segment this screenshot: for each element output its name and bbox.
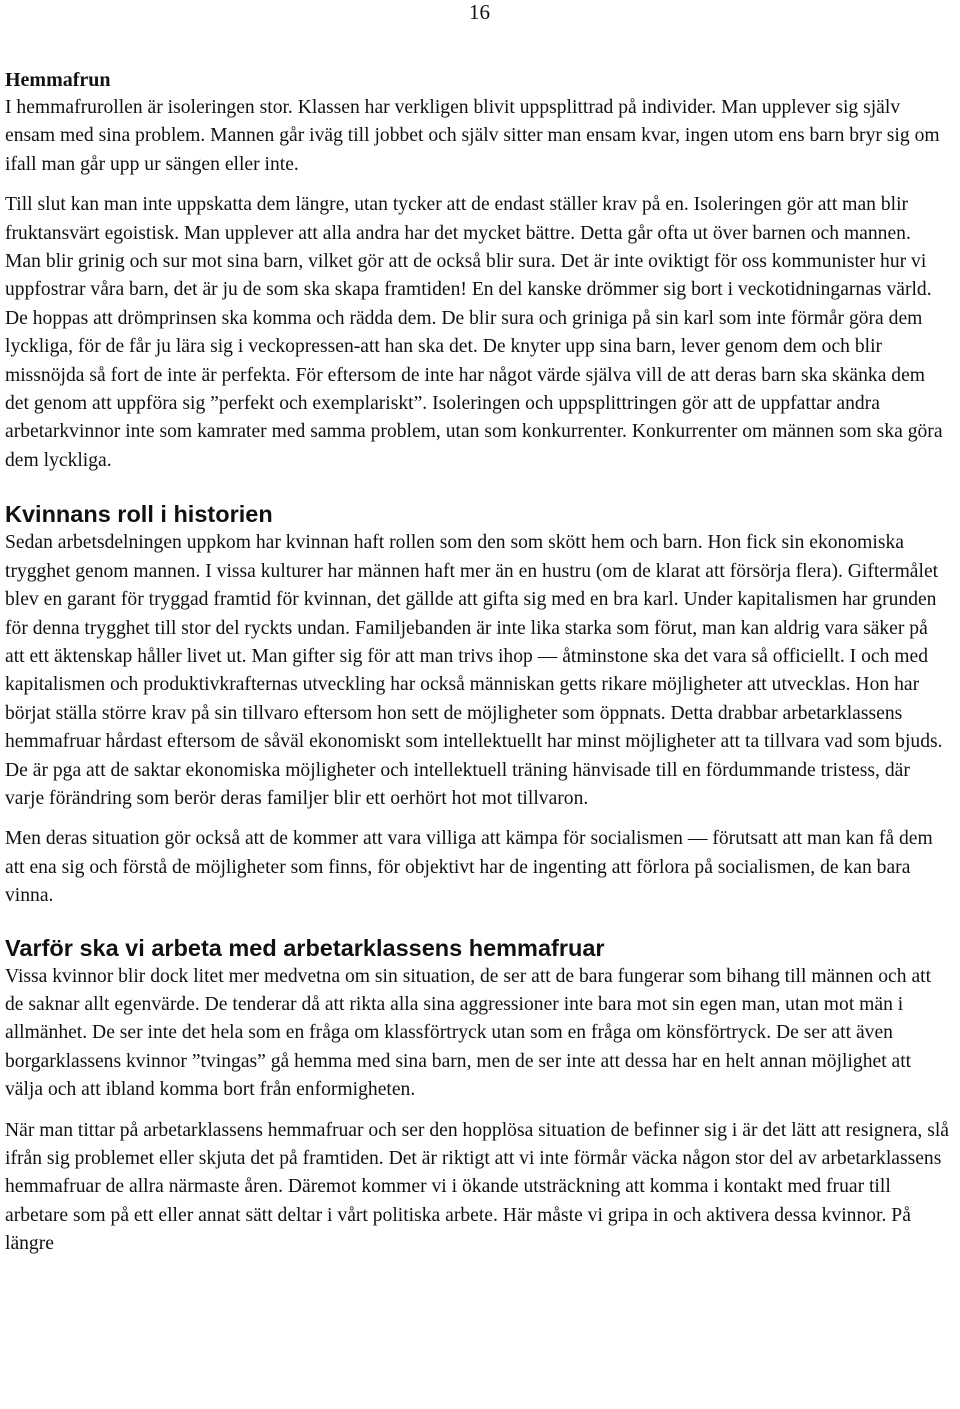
paragraph: När man tittar på arbetarklassens hemmafruar och ser den hopplösa situation de befinner sig i är det lätt att resignera, slå ifrån sig problemet eller skjuta det på framtiden. Det är riktigt att vi inte förmår väcka någon stor del av arbetarklassens hemmafruar de allra närmaste åren. Däremot kommer vi i ökande utsträckning att komma i kontakt med fruar till arbetare som på ett eller annat sätt deltar i vårt politiska arbete. Här måste vi gripa in och aktivera dessa kvinnor. På längre bbox=[5, 1119, 949, 1255]
paragraph: Vissa kvinnor blir dock litet mer medvetna om sin situation, de ser att de bara fungerar som bihang till männen och att de saknar allt egenvärde. De tenderar då att rikta alla sina aggressioner inte bara mot sin egen man, utan mot män i allmänhet. De ser inte det hela som en fråga om klassförtryck utan som en fråga om könsförtryck. De ser att även borgarklassens kvinnor ”tvingas” gå hemma med sina barn, men de ser inte att dessa har en helt annan möjlighet att välja och att ibland komma bort från enformigheten. bbox=[5, 965, 932, 1101]
section-hemmafrun bbox=[5, 66, 950, 475]
section-kvinnans-roll bbox=[5, 499, 950, 910]
paragraph: I hemmafrurollen är isoleringen stor. Klassen har verkligen blivit uppsplittrad på individer. Man upplever sig själv ensam med sina problem. Mannen går iväg till jobbet och själv sitter man ensam kvar, ingen utom ens barn bryr sig om ifall man går upp ur sängen eller inte. bbox=[5, 97, 940, 175]
paragraph: Men deras situation gör också att de kommer att vara villiga att kämpa för socialismen — förutsatt att man kan få dem att ena sig och förstå de möjligheter som finns, för objektivt har de ingenting att förlora på socialismen, de kan bara vinna. bbox=[5, 828, 933, 907]
section-heading: Varför ska vi arbeta med arbetarklassens hemmafruar bbox=[5, 934, 605, 961]
paragraph: Sedan arbetsdelningen uppkom har kvinnan haft rollen som den som skött hem och barn. Hon fick sin ekonomiska trygghet genom mannen. I vissa kulturer har männen haft mer än en hustru (om de klarat att försörja flera). Giftermålet blev en garant för tryggad framtid för kvinnan, det gällde att gifta sig med en bra karl. Under kapitalismen har grunden för denna trygghet till stor del ryckts undan. Familjebanden är inte lika starka som förut, man kan aldrig vara säker på att ett äktenskap håller livet ut. Man gifter sig för att man trivs ihop — åtminstone ska det vara så officiellt. I och med kapitalismen och produktivkrafternas utveckling har också människan getts rikare möjligheter att utvecklas. Hon har börjat ställa större krav på sin tillvaro eftersom hon sett de möjligheter som öppnats. Detta drabbar arbetarklassens hemmafruar hårdast eftersom de såväl ekonomiskt som intellektuellt har minst möjligheter att ta tillvara vad som bjuds. De är pga att de saktar ekonomiska möjligheter och intellektuell träning hänvisade till en fördummande tristess, där varje förändring som berör deras familjer blir ett oerhört hot mot tillvaron. bbox=[5, 532, 943, 809]
page-number: 16 bbox=[469, 0, 490, 24]
paragraph: Till slut kan man inte uppskatta dem längre, utan tycker att de endast ställer krav på en. Isoleringen gör att man blir fruktansvärt egoistisk. Man upplever att alla andra har det mycket bättre. Detta går ofta ut över barnen och mannen. Man blir grinig och sur mot sina barn, vilket gör att de också blir sura. Det är inte oviktigt för oss kommunister hur vi uppfostrar våra barn, det är ju de som ska skapa framtiden! En del kanske drömmer sig bort i veckotidningarnas värld. De hoppas att drömprinsen ska komma och rädda dem. De blir sura och griniga på sin karl som inte förmår göra dem lyckliga, för de får ju lära sig i veckopressen-att han ska det. De knyter upp sina barn, lever genom dem och blir missnöjda så fort de inte är perfekta. För eftersom de inte har något värde själva vill de att deras barn ska skänka dem det genom att uppföra sig ”perfekt och exemplariskt”. Isoleringen och uppsplittringen gör att de uppfattar andra arbetarkvinnor inte som kamrater med samma problem, utan som konkurrenter. Konkurrenter om männen som ska göra dem lyckliga. bbox=[5, 194, 943, 471]
section-heading: Kvinnans roll i historien bbox=[5, 501, 273, 528]
section-heading: Hemmafrun bbox=[5, 69, 111, 91]
document-body bbox=[5, 66, 950, 1259]
section-varfor bbox=[5, 933, 950, 1259]
